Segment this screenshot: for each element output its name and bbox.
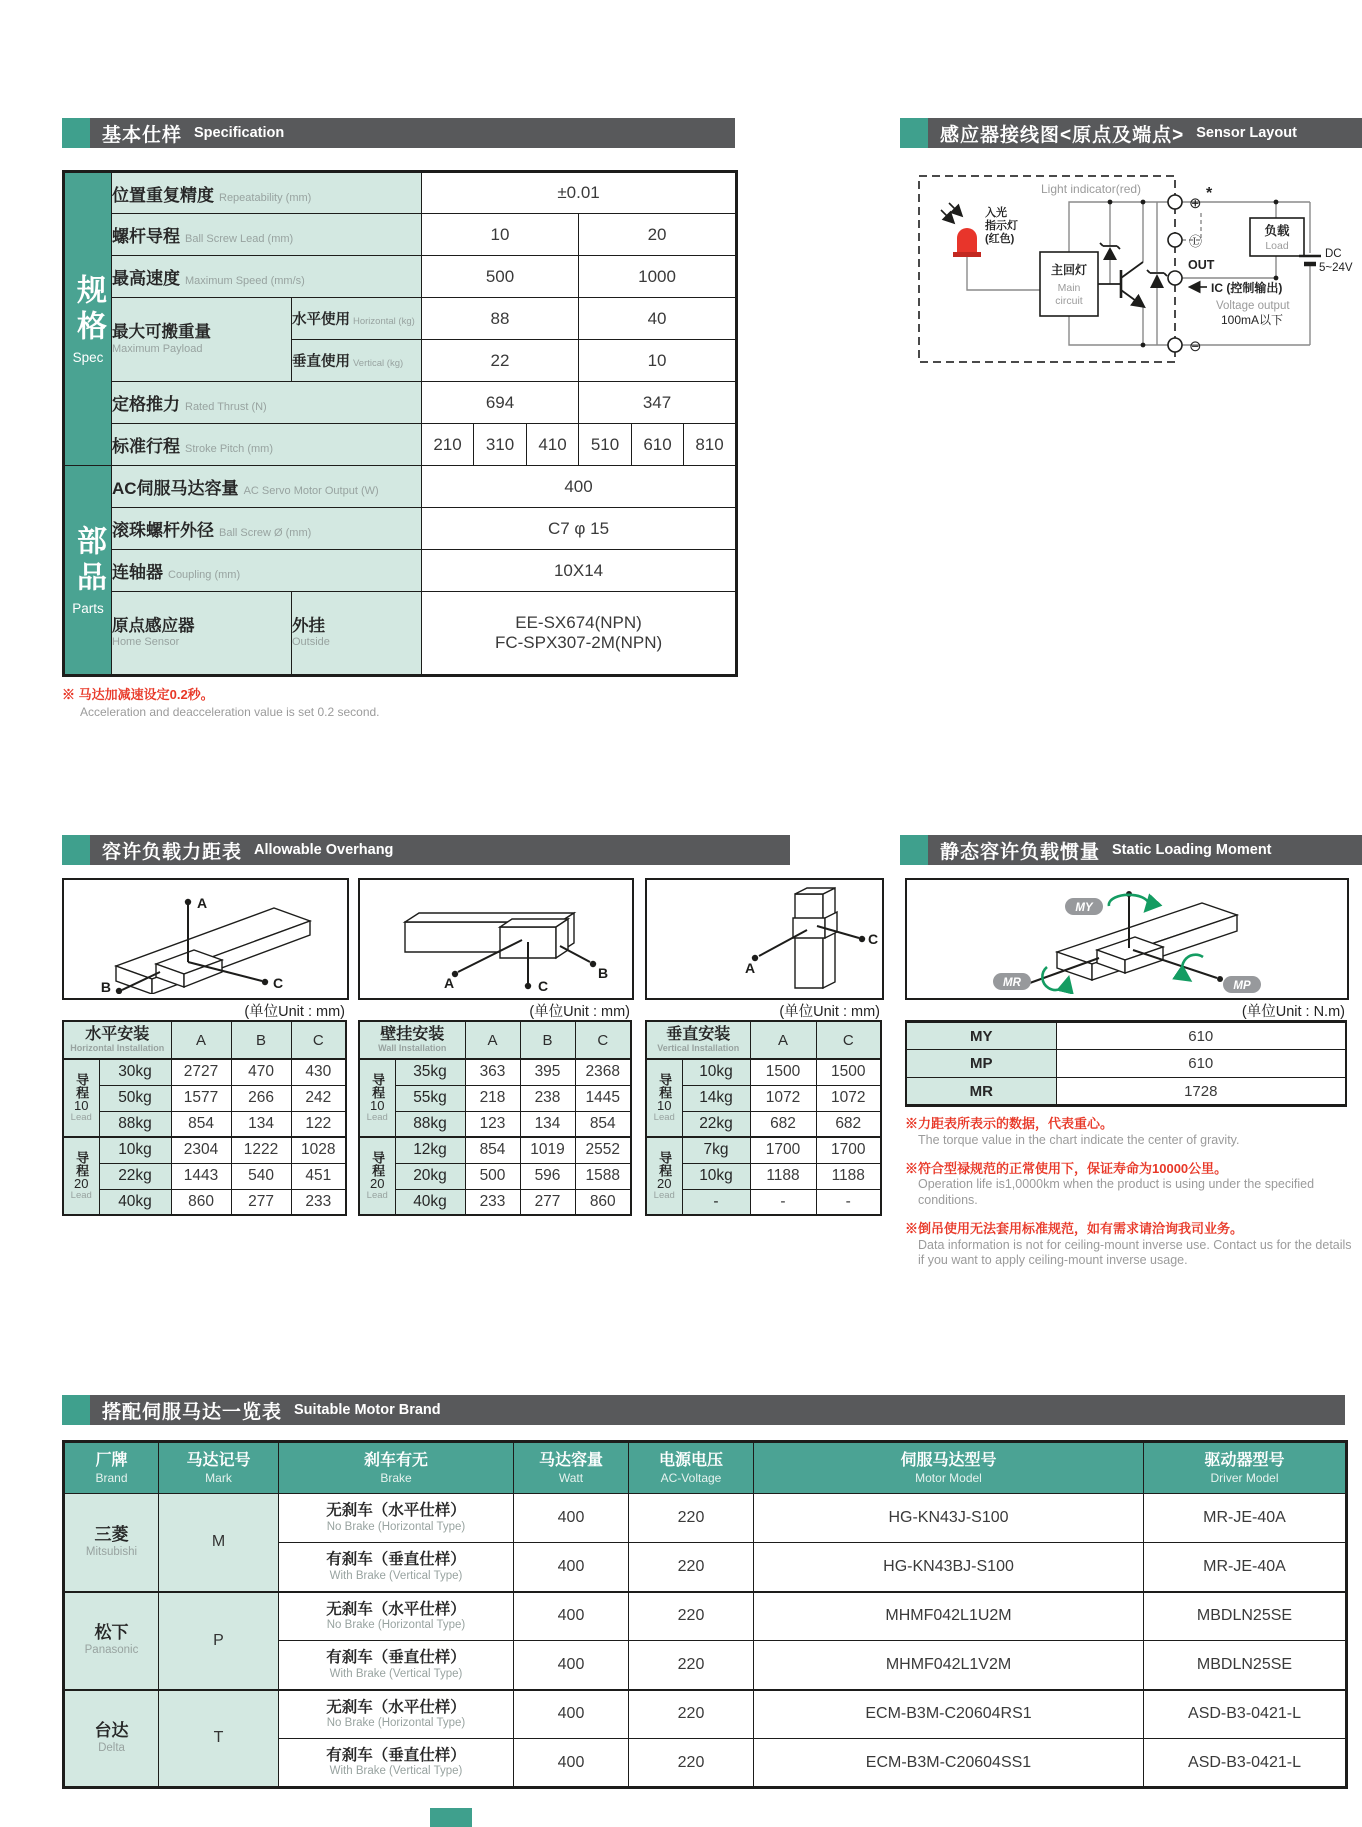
- zener-diode-icon: [1100, 243, 1120, 260]
- table-row: 导程 10 Lead 10kg 1500 1500: [646, 1059, 881, 1085]
- stroke-value: 410: [527, 424, 579, 466]
- led-label-zh2: 指示灯: [985, 220, 1018, 232]
- table-row: 导程 10 Lead 30kg 2727 470 430: [63, 1059, 346, 1085]
- mark-cell: P: [159, 1592, 279, 1690]
- row-label-servo-output: AC伺服马达容量 AC Servo Motor Output (W): [112, 466, 422, 508]
- motors-header-bar: [90, 1395, 1345, 1425]
- thrust-20-value: 347: [579, 382, 737, 424]
- lead-20-value: 20: [579, 214, 737, 256]
- table-row: [64, 1592, 1347, 1641]
- speed-10-value: 500: [422, 256, 579, 298]
- row-label-repeatability: 位置重复精度 Repeatability (mm): [112, 172, 422, 214]
- watt-cell: 400: [514, 1641, 629, 1690]
- sensor-header-en: Sensor Layout: [1196, 125, 1297, 141]
- table-row: 导程 10 Lead 35kg 363 395 2368: [359, 1059, 631, 1085]
- accent-square-icon: [62, 118, 90, 148]
- table-row: 导程 20 Lead 10kg 2304 1222 1028: [63, 1137, 346, 1163]
- led-label-zh3: (红色): [985, 233, 1015, 245]
- accent-square-icon: [900, 118, 928, 148]
- dim-label-a: A: [444, 975, 455, 991]
- voltage-cell: 220: [629, 1739, 754, 1788]
- watt-cell: 400: [514, 1739, 629, 1788]
- row-label-max-payload: 最大可搬重量 Maximum Payload: [112, 298, 292, 382]
- table-row: 40kg 860 277 233: [63, 1189, 346, 1215]
- stroke-value: 210: [422, 424, 474, 466]
- motor-model-cell: ECM-B3M-C20604SS1: [754, 1739, 1144, 1788]
- table-row: - - -: [646, 1189, 881, 1215]
- vertical-20-value: 10: [579, 340, 737, 382]
- parts-band-zh: 部品: [72, 524, 105, 597]
- note-item: ※力距表所表示的数据，代表重心。 The torque value in the chart indicate the center of gravity.: [905, 1116, 1240, 1147]
- rail-drawing: [793, 888, 837, 988]
- voltage-output-label: Voltage output: [1216, 300, 1290, 312]
- spec-section-header: [62, 118, 735, 148]
- spec-band-en: Spec: [72, 349, 104, 365]
- mark-cell: M: [159, 1494, 279, 1592]
- ball-screw-dia-value: C7 φ 15: [422, 508, 737, 550]
- dim-label-b: B: [598, 965, 609, 981]
- led-icon: [941, 203, 981, 257]
- zener-diode-icon: [1147, 202, 1167, 345]
- brake-no-cell: 无刹车（水平仕样） No Brake (Horizontal Type): [279, 1690, 514, 1739]
- motors-section-header: [62, 1395, 1345, 1425]
- plus-terminal-symbol: ⊕: [1189, 195, 1202, 212]
- moment-header-bar: [928, 835, 1362, 865]
- col-driver-model: 驱动器型号 Driver Model: [1144, 1442, 1347, 1494]
- watt-cell: 400: [514, 1494, 629, 1543]
- col-b: B: [231, 1021, 291, 1059]
- spec-band: [64, 172, 112, 466]
- driver-model-cell: MR-JE-40A: [1144, 1494, 1347, 1543]
- driver-model-cell: MR-JE-40A: [1144, 1543, 1347, 1592]
- brake-yes-cell: 有刹车（垂直仕样） With Brake (Vertical Type): [279, 1739, 514, 1788]
- main-circuit-en1: Main: [1057, 282, 1081, 294]
- parts-band: [64, 466, 112, 676]
- overhang-header-zh: 容许负载力距表: [102, 841, 243, 863]
- col-brake: 刹车有无 Brake: [279, 1442, 514, 1494]
- voltage-cell: 220: [629, 1592, 754, 1641]
- table-row: [64, 1690, 1347, 1739]
- wall-install-diagram: [358, 878, 634, 1000]
- stroke-value: 610: [632, 424, 684, 466]
- table-row: 导程 20 Lead 7kg 1700 1700: [646, 1137, 881, 1163]
- table-row: 14kg 1072 1072: [646, 1085, 881, 1111]
- motor-model-cell: HG-KN43J-S100: [754, 1494, 1144, 1543]
- motor-model-cell: MHMF042L1U2M: [754, 1592, 1144, 1641]
- my-value: 610: [1056, 1022, 1346, 1050]
- dim-label-c: C: [868, 931, 878, 947]
- horizontal-20-value: 40: [579, 298, 737, 340]
- dc-voltage-label: 5~24V: [1319, 262, 1353, 274]
- col-a: A: [465, 1021, 520, 1059]
- minus-terminal-symbol: ⊖: [1189, 338, 1202, 355]
- transistor-icon: [1098, 262, 1143, 306]
- col-brand: 厂牌 Brand: [64, 1442, 159, 1494]
- rail-drawing: [405, 913, 574, 958]
- overhang-header-bar: [90, 835, 790, 865]
- driver-model-cell: MBDLN25SE: [1144, 1641, 1347, 1690]
- brake-yes-cell: 有刹车（垂直仕样） With Brake (Vertical Type): [279, 1641, 514, 1690]
- table-row: 导程 20 Lead 12kg 854 1019 2552: [359, 1137, 631, 1163]
- driver-model-cell: ASD-B3-0421-L: [1144, 1690, 1347, 1739]
- mark-cell: T: [159, 1690, 279, 1788]
- mp-value: 610: [1056, 1050, 1346, 1078]
- horizontal-installation-table: [62, 1020, 347, 1216]
- dim-label-c: C: [273, 975, 284, 991]
- sensor-header-bar: [928, 118, 1362, 148]
- moment-header-zh: 静态容许负载惯量: [940, 841, 1101, 863]
- table-row: 88kg 123 134 854: [359, 1111, 631, 1137]
- specification-table: [62, 170, 738, 677]
- static-moment-diagram: [905, 878, 1349, 1000]
- col-a: A: [750, 1021, 816, 1059]
- stroke-value: 310: [474, 424, 527, 466]
- lead-20-cell: 导程 20 Lead: [646, 1137, 682, 1215]
- unit-label-nm: (单位Unit : N.m): [1241, 1004, 1345, 1020]
- ic-label: IC (控制输出): [1211, 281, 1283, 295]
- out-terminal-label: OUT: [1188, 258, 1215, 272]
- wall-installation-table: [358, 1020, 632, 1216]
- lead-10-value: 10: [422, 214, 579, 256]
- table-row: 22kg 1443 540 451: [63, 1163, 346, 1189]
- table-title: 垂直安装 Vertical Installation: [646, 1021, 750, 1059]
- voltage-cell: 220: [629, 1641, 754, 1690]
- table-row: 55kg 218 238 1445: [359, 1085, 631, 1111]
- dim-label-a: A: [197, 895, 208, 911]
- row-label-coupling: 连轴器 Coupling (mm): [112, 550, 422, 592]
- parts-band-en: Parts: [72, 600, 104, 616]
- motors-header-en: Suitable Motor Brand: [294, 1402, 441, 1418]
- overhang-section-header: [62, 835, 790, 865]
- motor-model-cell: ECM-B3M-C20604RS1: [754, 1690, 1144, 1739]
- row-label-stroke-pitch: 标准行程 Stroke Pitch (mm): [112, 424, 422, 466]
- brand-panasonic: 松下 Panasonic: [64, 1592, 159, 1690]
- lead-10-cell: 导程 10 Lead: [63, 1059, 99, 1137]
- footnote-zh: ※ 马达加减速设定0.2秒。: [62, 687, 214, 702]
- horizontal-install-diagram: [62, 878, 349, 1000]
- suitable-motor-table: [62, 1440, 1348, 1789]
- load-zh: 负载: [1264, 224, 1290, 238]
- brake-yes-cell: 有刹车（垂直仕样） With Brake (Vertical Type): [279, 1543, 514, 1592]
- mp-label: MP: [906, 1050, 1056, 1078]
- l-terminal-symbol: Ⓛ: [1189, 234, 1203, 249]
- col-b: B: [520, 1021, 575, 1059]
- watt-cell: 400: [514, 1690, 629, 1739]
- col-motor-model: 伺服马达型号 Motor Model: [754, 1442, 1144, 1494]
- col-c: C: [291, 1021, 346, 1059]
- note-item: ※倒吊使用无法套用标准规范，如有需求请洽询我司业务。 Data information is not for ceiling-mount inverse use. Contact us for the details if you want to apply ceiling-mount inverse usage.: [905, 1220, 1352, 1268]
- battery-icon: [1299, 256, 1321, 264]
- row-label-max-speed: 最高速度 Maximum Speed (mm/s): [112, 256, 422, 298]
- mr-badge: MR: [1003, 977, 1021, 989]
- note-item: ※符合型禄规范的正常使用下，保证寿命为10000公里。 Operation life is1,0000km when the product is using under the specified conditions.: [905, 1160, 1315, 1208]
- watt-cell: 400: [514, 1543, 629, 1592]
- table-row: [906, 1078, 1346, 1106]
- vertical-installation-table: [645, 1020, 882, 1216]
- row-label-horizontal: 水平使用 Horizontal (kg): [292, 298, 422, 340]
- table-row: [64, 1494, 1347, 1543]
- dim-label-a: A: [745, 960, 756, 976]
- row-label-ball-screw-dia: 滚珠螺杆外径 Ball Screw Ø (mm): [112, 508, 422, 550]
- mp-badge: MP: [1233, 980, 1251, 992]
- col-watt: 马达容量 Watt: [514, 1442, 629, 1494]
- speed-20-value: 1000: [579, 256, 737, 298]
- dim-label-b: B: [100, 979, 111, 994]
- moment-notes: [905, 1116, 1361, 1281]
- col-c: C: [816, 1021, 881, 1059]
- row-label-vertical: 垂直使用 Vertical (kg): [292, 340, 422, 382]
- sensor-header-zh: 感应器接线图<原点及端点>: [940, 124, 1185, 146]
- voltage-cell: 220: [629, 1690, 754, 1739]
- main-circuit-en2: circuit: [1055, 295, 1083, 307]
- lead-20-cell: 导程 20 Lead: [63, 1137, 99, 1215]
- motor-model-cell: HG-KN43BJ-S100: [754, 1543, 1144, 1592]
- voltage-cell: 220: [629, 1543, 754, 1592]
- row-label-home-sensor: 原点感应器 Home Sensor: [112, 592, 292, 676]
- accent-square-icon: [62, 835, 90, 865]
- my-badge: MY: [1075, 902, 1093, 914]
- sensor-section-header: [900, 118, 1362, 148]
- unit-label-mm: (单位Unit : mm): [529, 1004, 630, 1020]
- col-mark: 马达记号 Mark: [159, 1442, 279, 1494]
- footnote-en: Acceleration and deacceleration value is set 0.2 second.: [80, 705, 380, 719]
- table-title: 壁挂安装 Wall Installation: [359, 1021, 465, 1059]
- vertical-10-value: 22: [422, 340, 579, 382]
- unit-label-mm: (单位Unit : mm): [244, 1004, 345, 1020]
- spec-header-bar: [90, 118, 735, 148]
- static-moment-table: [905, 1020, 1347, 1107]
- brand-mitsubishi: 三菱 Mitsubishi: [64, 1494, 159, 1592]
- table-row: 22kg 682 682: [646, 1111, 881, 1137]
- brand-delta: 台达 Delta: [64, 1690, 159, 1788]
- dc-label: DC: [1325, 248, 1342, 260]
- table-row: 40kg 233 277 860: [359, 1189, 631, 1215]
- servo-output-value: 400: [422, 466, 737, 508]
- row-label-rated-thrust: 定格推力 Rated Thrust (N): [112, 382, 422, 424]
- motor-model-cell: MHMF042L1V2M: [754, 1641, 1144, 1690]
- home-sensor-value: EE-SX674(NPN) FC-SPX307-2M(NPN): [422, 592, 737, 676]
- brake-no-cell: 无刹车（水平仕样） No Brake (Horizontal Type): [279, 1494, 514, 1543]
- page-footer-accent: [430, 1808, 472, 1827]
- sensor-wiring-diagram: [905, 160, 1362, 375]
- unit-label-mm: (单位Unit : mm): [779, 1004, 880, 1020]
- brake-no-cell: 无刹车（水平仕样） No Brake (Horizontal Type): [279, 1592, 514, 1641]
- accent-square-icon: [62, 1395, 90, 1425]
- thrust-10-value: 694: [422, 382, 579, 424]
- led-label-en: Light indicator(red): [1041, 182, 1142, 196]
- spec-header-en: Specification: [194, 125, 285, 141]
- lead-20-cell: 导程 20 Lead: [359, 1137, 395, 1215]
- driver-model-cell: ASD-B3-0421-L: [1144, 1739, 1347, 1788]
- voltage-cell: 220: [629, 1494, 754, 1543]
- lead-10-cell: 导程 10 Lead: [359, 1059, 395, 1137]
- driver-model-cell: MBDLN25SE: [1144, 1592, 1347, 1641]
- stroke-value: 510: [579, 424, 632, 466]
- spec-header-zh: 基本仕样: [102, 124, 183, 146]
- table-row: [906, 1022, 1346, 1050]
- row-label-outside: 外挂 Outside: [292, 592, 422, 676]
- accent-square-icon: [900, 835, 928, 865]
- table-row: 20kg 500 596 1588: [359, 1163, 631, 1189]
- spec-footnote: [62, 684, 662, 719]
- led-label-zh1: 入光: [985, 207, 1007, 219]
- repeatability-value: ±0.01: [422, 172, 737, 214]
- asterisk-mark: *: [1206, 185, 1213, 202]
- coupling-value: 10X14: [422, 550, 737, 592]
- spec-band-zh: 规格: [72, 273, 105, 346]
- col-voltage: 电源电压 AC-Voltage: [629, 1442, 754, 1494]
- watt-cell: 400: [514, 1592, 629, 1641]
- horizontal-10-value: 88: [422, 298, 579, 340]
- table-row: 88kg 854 134 122: [63, 1111, 346, 1137]
- table-row: [906, 1050, 1346, 1078]
- main-circuit-zh: 主回灯: [1050, 263, 1088, 277]
- moment-header-en: Static Loading Moment: [1112, 842, 1272, 858]
- table-row: 50kg 1577 266 242: [63, 1085, 346, 1111]
- motors-header-zh: 搭配伺服马达一览表: [102, 1401, 283, 1423]
- col-c: C: [575, 1021, 631, 1059]
- current-limit-label: 100mA以下: [1221, 313, 1284, 327]
- col-a: A: [171, 1021, 231, 1059]
- mr-label: MR: [906, 1078, 1056, 1106]
- overhang-header-en: Allowable Overhang: [254, 842, 394, 858]
- lead-10-cell: 导程 10 Lead: [646, 1059, 682, 1137]
- dim-label-c: C: [538, 978, 549, 994]
- mr-value: 1728: [1056, 1078, 1346, 1106]
- stroke-value: 810: [684, 424, 737, 466]
- my-label: MY: [906, 1022, 1056, 1050]
- table-row: 10kg 1188 1188: [646, 1163, 881, 1189]
- row-label-ball-screw-lead: 螺杆导程 Ball Screw Lead (mm): [112, 214, 422, 256]
- load-en: Load: [1265, 240, 1289, 252]
- vertical-install-diagram: [645, 878, 884, 1000]
- moment-section-header: [900, 835, 1362, 865]
- table-title: 水平安装 Horizontal Installation: [63, 1021, 171, 1059]
- motor-table-header: [64, 1442, 1347, 1494]
